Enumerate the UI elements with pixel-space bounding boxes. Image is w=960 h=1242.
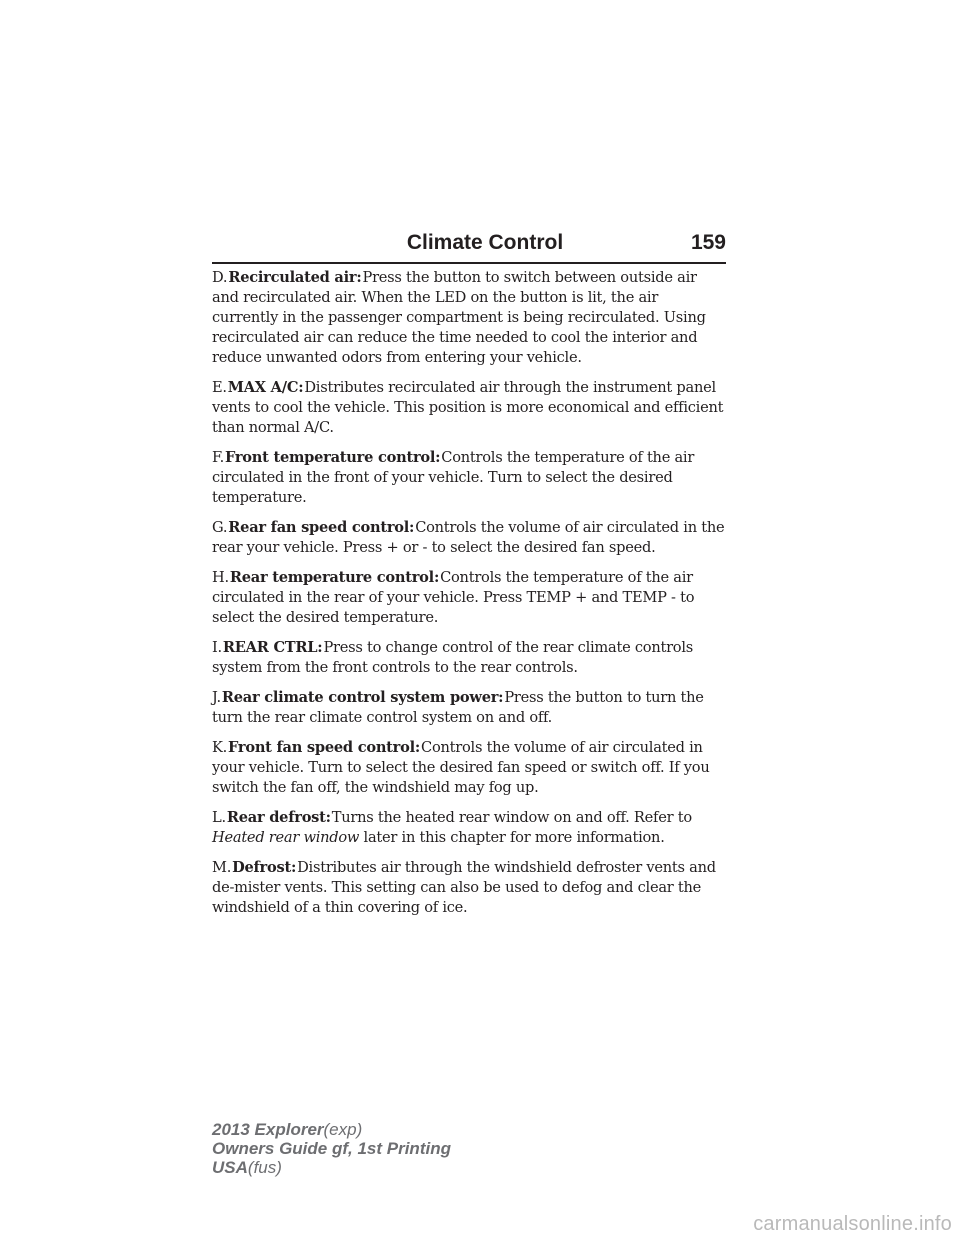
item-m xyxy=(212,858,726,918)
item-letter: J. xyxy=(212,689,221,706)
item-letter: I. xyxy=(212,639,222,656)
item-text: Distributes recirculated air through the instrument panel vents to cool the vehicle. This position is more economical and efficient than normal A/C. xyxy=(212,379,724,436)
item-term: Rear temperature control: xyxy=(229,569,440,586)
item-text: Press the button to turn the turn the rear climate control system on and off. xyxy=(212,689,704,726)
footer-market-code: (fus) xyxy=(247,1158,282,1177)
item-i xyxy=(212,638,726,678)
footer-line-2 xyxy=(212,1139,451,1158)
item-term: Recirculated air: xyxy=(228,269,362,286)
cross-reference: Heated rear window xyxy=(212,829,360,846)
item-text: Controls the temperature of the air circulated in the rear of your vehicle. Press TEMP + and TEMP - to select the desired temperature. xyxy=(212,569,695,626)
body-content xyxy=(212,268,726,928)
item-letter: H. xyxy=(212,569,229,586)
footer-line-1 xyxy=(212,1120,451,1139)
item-letter: D. xyxy=(212,269,228,286)
footer-model-code: (exp) xyxy=(323,1120,363,1139)
item-term: REAR CTRL: xyxy=(222,639,323,656)
item-letter: E. xyxy=(212,379,227,396)
item-letter: G. xyxy=(212,519,228,536)
item-g xyxy=(212,518,726,558)
item-term: Front fan speed control: xyxy=(228,739,421,756)
item-f xyxy=(212,448,726,508)
item-term: Defrost: xyxy=(232,859,297,876)
item-text: Controls the volume of air circulated in your vehicle. Turn to select the desired fan speed or switch off. If you switch the fan off, the windshield may fog up. xyxy=(212,739,710,796)
footer-printing: Owners Guide gf, 1st Printing xyxy=(212,1139,451,1158)
item-e xyxy=(212,378,726,438)
watermark: carmanualsonline.info xyxy=(753,1213,952,1235)
item-letter: F. xyxy=(212,449,224,466)
footer-market: USA xyxy=(212,1158,248,1177)
item-term: Rear climate control system power: xyxy=(221,689,504,706)
item-term: MAX A/C: xyxy=(227,379,304,396)
page-header xyxy=(212,228,726,258)
item-k xyxy=(212,738,726,798)
item-text: Turns the heated rear window on and off. Refer to xyxy=(331,809,692,826)
item-letter: K. xyxy=(212,739,228,756)
item-text-after: later in this chapter for more information. xyxy=(363,829,665,846)
header-rule xyxy=(212,262,726,264)
item-term: Rear defrost: xyxy=(226,809,331,826)
page-number: 159 xyxy=(690,231,726,254)
item-letter: L. xyxy=(212,809,226,826)
item-d xyxy=(212,268,726,368)
item-l xyxy=(212,808,726,848)
item-letter: M. xyxy=(212,859,232,876)
item-term: Rear fan speed control: xyxy=(228,519,415,536)
item-term: Front temperature control: xyxy=(225,449,441,466)
item-text: Press the button to switch between outside air and recirculated air. When the LED on the button is lit, the air currently in the passenger compartment is being recirculated. Using recirculated air can reduce the time needed to cool the interior and reduce unwanted odors from entering your vehicle. xyxy=(212,269,706,366)
item-text: Controls the temperature of the air circulated in the front of your vehicle. Turn to select the desired temperature. xyxy=(212,449,695,506)
item-text: Press to change control of the rear climate controls system from the front controls to the rear controls. xyxy=(212,639,693,676)
footer-line-3 xyxy=(212,1158,451,1177)
item-j xyxy=(212,688,726,728)
footer-model: 2013 Explorer xyxy=(212,1120,324,1139)
print-footer xyxy=(212,1120,451,1177)
item-text: Distributes air through the windshield defroster vents and de-mister vents. This setting can also be used to defog and clear the windshield of a thin covering of ice. xyxy=(212,859,716,916)
item-h xyxy=(212,568,726,628)
chapter-title: Climate Control xyxy=(406,231,564,254)
item-text: Controls the volume of air circulated in the rear your vehicle. Press + or - to select the desired fan speed. xyxy=(212,519,725,556)
